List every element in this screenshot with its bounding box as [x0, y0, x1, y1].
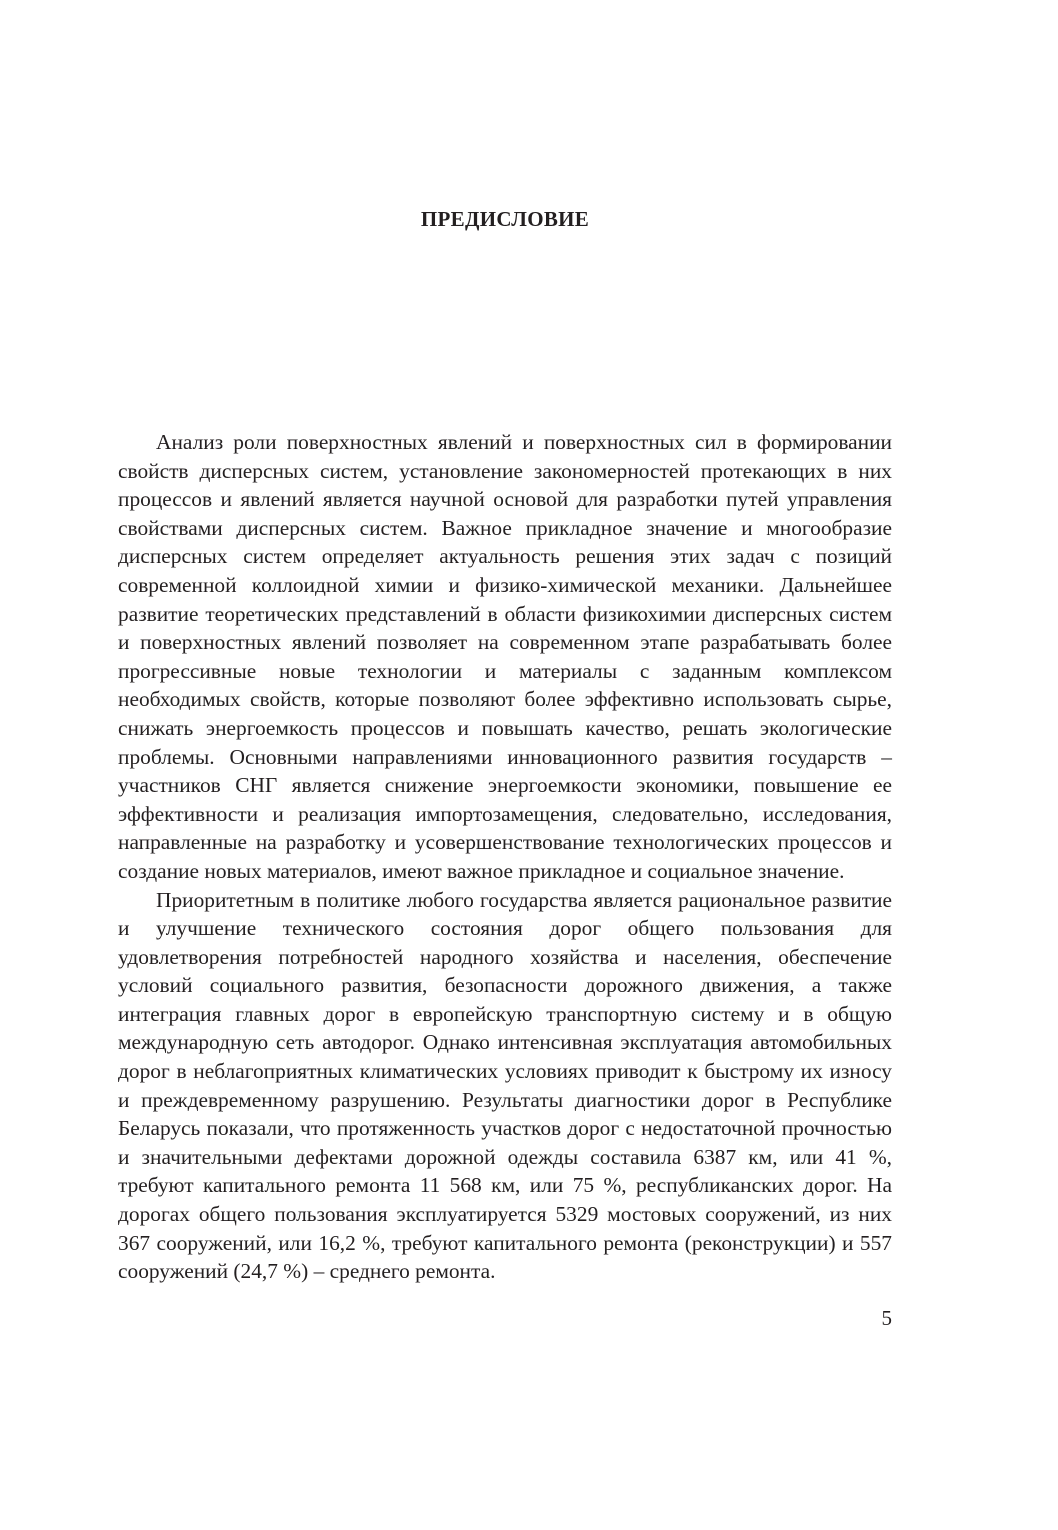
page-number: 5 [881, 1306, 892, 1330]
body-text [118, 428, 892, 1286]
page-title: ПРЕДИСЛОВИЕ [420, 207, 590, 231]
paragraph-2: Приоритетным в политике любого государства является рациональное развитие и улучшение технического состояния дорог общего пользования для удовлетворения потребностей народного хозяйства и населения, обеспечение условий социального развития, безопасности дорожного движения, а также интеграция главных дорог в европейскую транспортную систему и в общую международную сеть автодорог. Однако интенсивная эксплуатация автомобильных дорог в неблагоприятных климатических условиях приводит к быстрому их износу и преждевременному разрушению. Результаты диагностики дорог в Республике Беларусь показали, что протяженность участков дорог с недостаточной прочностью и значительными дефектами дорожной одежды составила 6387 км, или 41 %, требуют капитального ремонта 11 568 км, или 75 %, республиканских дорог. На дорогах общего пользования эксплуатируется 5329 мостовых сооружений, из них 367 сооружений, или 16,2 %, требуют капитального ремонта (реконструкции) и 557 сооружений (24,7 %) – среднего ремонта. [118, 887, 892, 1284]
paragraph-1: Анализ роли поверхностных явлений и поверхностных сил в формировании свойств дисперсных систем, установление закономерностей протекающих в них процессов и явлений является научной основой для разработки путей управления свойствами дисперсных систем. Важное прикладное значение и многообразие дисперсных систем определяет актуальность решения этих задач с позиций современной коллоидной химии и физико-химической механики. Дальнейшее развитие теоретических представлений в области физикохимии дисперсных систем и поверхностных явлений позволяет на современном этапе разрабатывать более прогрессивные новые технологии и материалы с заданным комплексом необходимых свойств, которые позволяют более эффективно использовать сырье, снижать энергоемкость процессов и повышать качество, решать экологические проблемы. Основными направлениями инновационного развития государств – участников СНГ является снижение энергоемкости экономики, повышение ее эффективности и реализация импортозамещения, следовательно, исследования, направленные на разработку и усовершенствование технологических процессов и создание новых материалов, имеют важное прикладное и социальное значение. [118, 430, 892, 883]
